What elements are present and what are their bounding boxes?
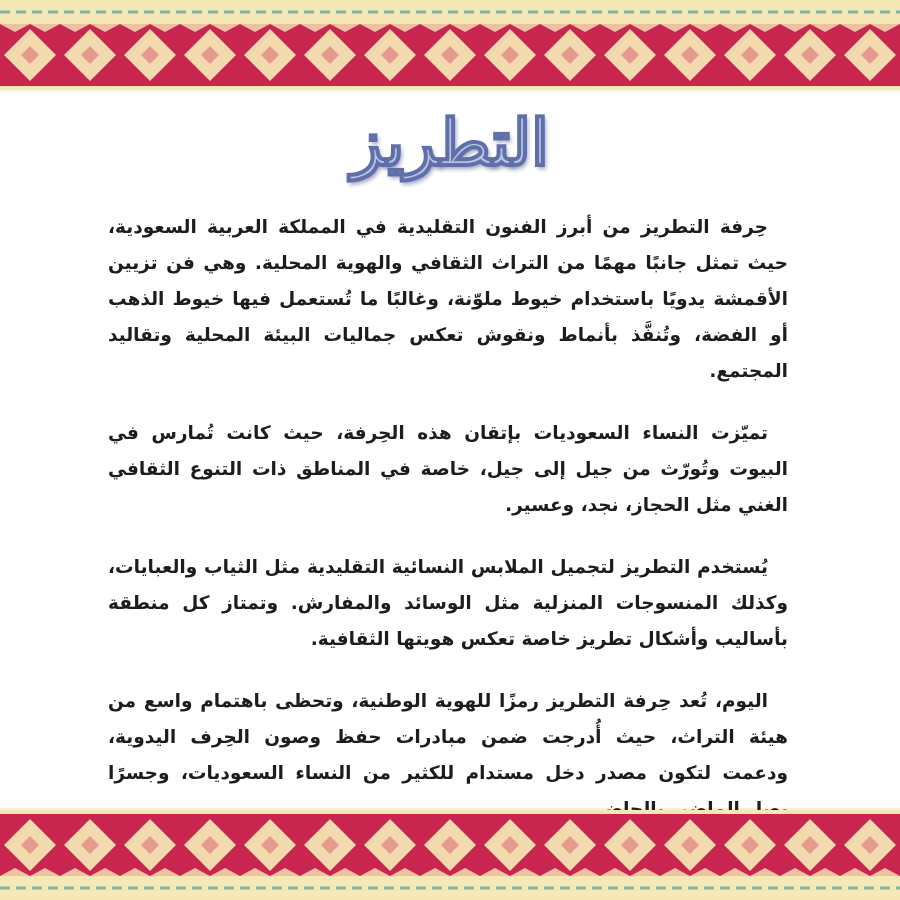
- content-panel: [0, 92, 900, 808]
- page-title: التطريز: [351, 106, 549, 181]
- bottom-decorative-border: [0, 810, 900, 900]
- article-body: [108, 210, 788, 854]
- top-decorative-border: [0, 0, 900, 90]
- paragraph-2: تميّزت النساء السعوديات بإتقان هذه الحِرفة، حيث كانت تُمارس في البيوت وتُورّث من جيل إلى جيل، خاصة في المناطق ذات التنوع الثقافي الغني مثل الحجاز، نجد، وعسير.: [108, 423, 788, 516]
- diamond-pattern-icon: [0, 0, 900, 90]
- paragraph-1: حِرفة التطريز من أبرز الفنون التقليدية في المملكة العربية السعودية، حيث تمثل جانبًا مهمًا من التراث الثقافي والهوية المحلية. وهي فن تزيين الأقمشة يدويًا باستخدام خيوط ملوّنة، وغالبًا ما تُستعمل فيها خيوط الذهب أو الفضة، وتُنفَّذ بأنماط ونقوش تعكس جماليات البيئة المحلية وتقاليد المجتمع.: [108, 217, 788, 382]
- paragraph-3: يُستخدم التطريز لتجميل الملابس النسائية التقليدية مثل الثياب والعبايات، وكذلك المنسوجات المنزلية مثل الوسائد والمفارش. وتمتاز كل منطقة بأساليب وأشكال تطريز خاصة تعكس هويتها الثقافية.: [108, 557, 788, 650]
- paragraph-4: اليوم، تُعد حِرفة التطريز رمزًا للهوية الوطنية، وتحظى باهتمام واسع من هيئة التراث، حيث أُدرجت ضمن مبادرات حفظ وصون الحِرف اليدوية، ودعمت لتكون مصدر دخل مستدام للكثير من النساء السعوديات، وجسرًا: [108, 691, 788, 784]
- diamond-pattern-icon: [0, 810, 900, 900]
